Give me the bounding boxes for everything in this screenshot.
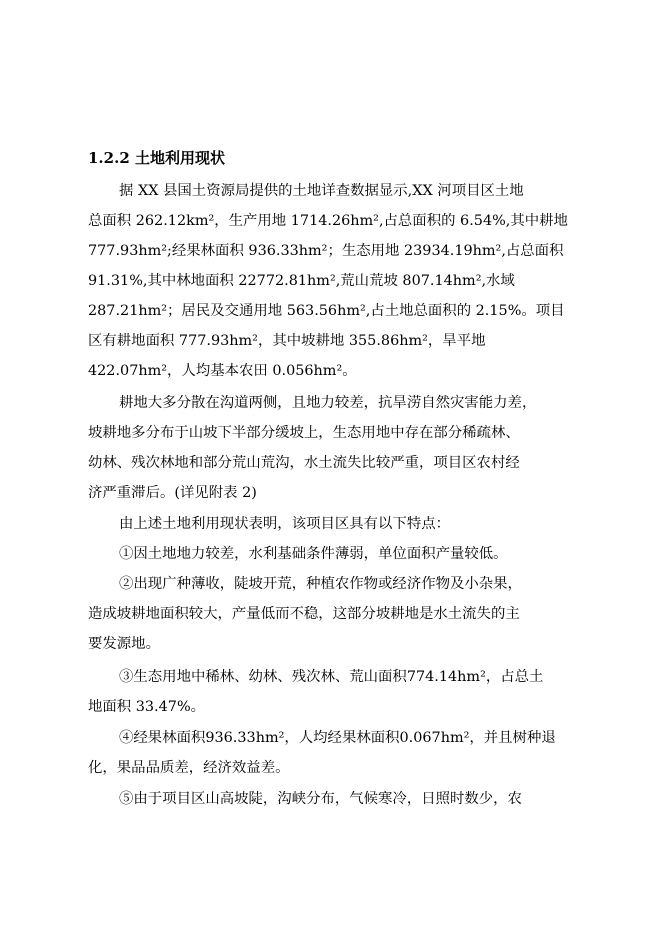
body-line: 要发源地。 xyxy=(88,636,160,652)
body-line: 422.07hm²，人均基本农田 0.056hm²。 xyxy=(88,363,357,379)
section-heading: 1.2.2 土地利用现状 xyxy=(88,149,225,167)
body-line: 总面积 262.12km²，生产用地 1714.26hm²,占总面积的 6.54%,其中耕地 xyxy=(88,213,568,229)
body-line: 坡耕地多分布于山坡下半部分缓坡上，生态用地中存在部分稀疏林、 xyxy=(88,425,520,441)
list-item: ④经果林面积936.33hm²，人均经果林面积0.067hm²，并且树种退 xyxy=(119,730,556,746)
body-line: 化，果品品质差，经济效益差。 xyxy=(88,760,290,776)
body-line: 由上述土地利用现状表明，该项目区具有以下特点： xyxy=(119,516,450,532)
body-line: 幼林、残次林地和部分荒山荒沟，水土流失比较严重，项目区农村经 xyxy=(88,455,520,471)
list-item: ③生态用地中稀林、幼林、残次林、荒山面积774.14hm²，占总土 xyxy=(119,669,544,685)
list-item: ②出现广种薄收，陡坡开荒，种植农作物或经济作物及小杂果， xyxy=(119,576,522,592)
body-line: 地面积 33.47%。 xyxy=(88,699,206,715)
body-line: 据 XX 县国土资源局提供的土地详查数据显示,XX 河项目区土地 xyxy=(119,183,524,199)
list-item: ①因土地地力较差，水利基础条件薄弱，单位面积产量较低。 xyxy=(119,546,508,562)
body-line: 济严重滞后。(详见附表 2) xyxy=(88,485,257,501)
body-line: 造成坡耕地面积较大，产量低而不稳，这部分坡耕地是水土流失的主 xyxy=(88,606,520,622)
body-line: 耕地大多分散在沟道两侧，且地力较差，抗旱涝自然灾害能力差， xyxy=(119,395,537,411)
body-line: 777.93hm²;经果林面积 936.33hm²；生态用地 23934.19hm²,占总面积 xyxy=(88,243,564,259)
body-line: 91.31%,其中林地面积 22772.81hm²,荒山荒坡 807.14hm²,水域 xyxy=(88,273,515,289)
list-item: ⑤由于项目区山高坡陡，沟峡分布，气候寒冷，日照时数少，农 xyxy=(119,791,522,807)
body-line: 287.21hm²；居民及交通用地 563.56hm²,占土地总面积的 2.15%。项目 xyxy=(88,303,565,319)
body-line: 区有耕地面积 777.93hm²，其中坡耕地 355.86hm²，旱平地 xyxy=(88,333,486,349)
